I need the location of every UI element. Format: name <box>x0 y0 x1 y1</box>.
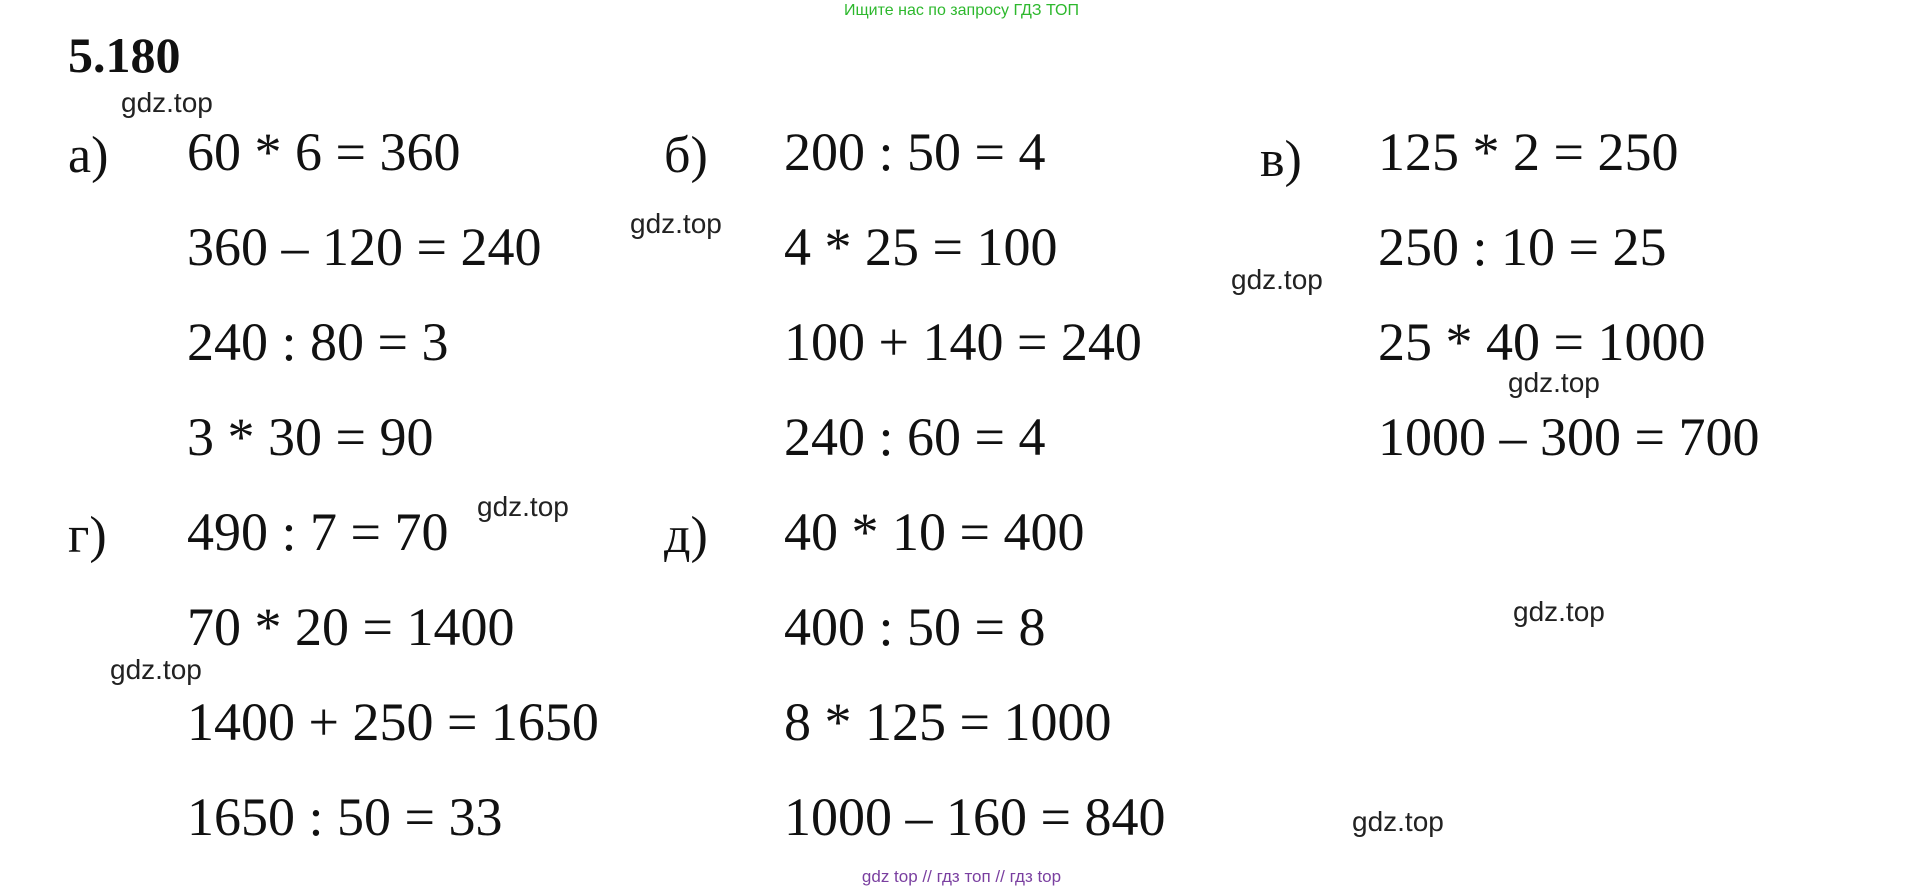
part-d-line-3: 8 * 125 = 1000 <box>784 692 1112 752</box>
part-d-line-1: 40 * 10 = 400 <box>784 502 1085 562</box>
part-v-line-4: 1000 – 300 = 700 <box>1378 407 1760 467</box>
watermark: gdz.top <box>1513 596 1605 627</box>
part-v-line-2: 250 : 10 = 25 <box>1378 217 1667 277</box>
part-v-line-1: 125 * 2 = 250 <box>1378 122 1679 182</box>
part-v-label: в) <box>1260 131 1302 188</box>
footer: gdz top // гдз топ // гдз top <box>861 867 1062 886</box>
part-b-line-3: 100 + 140 = 240 <box>784 312 1142 372</box>
part-a-label: а) <box>68 127 109 184</box>
watermark: gdz.top <box>477 491 569 522</box>
watermark: gdz.top <box>110 654 202 685</box>
watermark: gdz.top <box>121 87 213 118</box>
part-a-line-2: 360 – 120 = 240 <box>187 217 542 277</box>
watermark: gdz.top <box>1352 806 1444 837</box>
part-g-line-2: 70 * 20 = 1400 <box>187 597 515 657</box>
part-d-line-4: 1000 – 160 = 840 <box>784 787 1166 847</box>
part-g-line-3: 1400 + 250 = 1650 <box>187 692 599 752</box>
part-a-line-4: 3 * 30 = 90 <box>187 407 434 467</box>
part-a-line-3: 240 : 80 = 3 <box>187 312 449 372</box>
part-a-line-1: 60 * 6 = 360 <box>187 122 461 182</box>
part-d-label: д) <box>664 507 708 564</box>
part-b-line-4: 240 : 60 = 4 <box>784 407 1046 467</box>
watermark: gdz.top <box>1508 367 1600 398</box>
part-g-line-1: 490 : 7 = 70 <box>187 502 449 562</box>
watermark: gdz.top <box>630 208 722 239</box>
part-b-line-2: 4 * 25 = 100 <box>784 217 1058 277</box>
part-b-label: б) <box>664 127 708 184</box>
part-g-line-4: 1650 : 50 = 33 <box>187 787 503 847</box>
watermark: gdz.top <box>1231 264 1323 295</box>
top-banner: Ищите нас по запросу ГДЗ ТОП <box>844 2 1079 19</box>
task-number: 5.180 <box>68 27 181 83</box>
part-g-label: г) <box>68 507 107 564</box>
part-b-line-1: 200 : 50 = 4 <box>784 122 1046 182</box>
part-v-line-3: 25 * 40 = 1000 <box>1378 312 1706 372</box>
part-d-line-2: 400 : 50 = 8 <box>784 597 1046 657</box>
